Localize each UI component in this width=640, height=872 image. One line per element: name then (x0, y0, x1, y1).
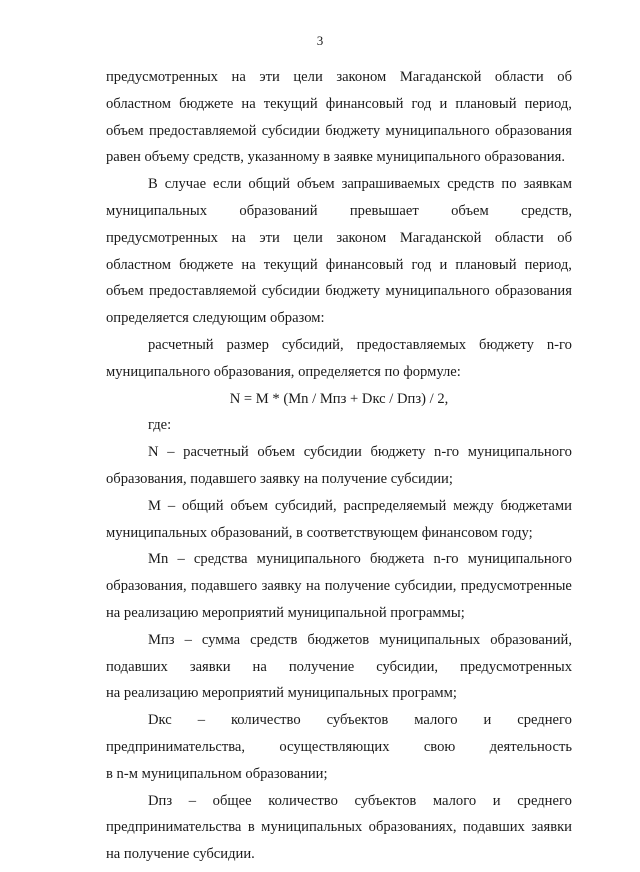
word: n-го (546, 336, 572, 353)
word: год (411, 95, 432, 112)
word: предусмотренные (460, 578, 572, 595)
word: – (177, 551, 185, 568)
word: субсидии, (394, 578, 457, 595)
text-line: на реализацию мероприятий муниципальной программы; (106, 604, 465, 621)
word: между (453, 497, 494, 514)
word: на (306, 578, 321, 595)
word: субсидии (303, 444, 362, 461)
word: об (557, 229, 572, 246)
word: Dпз (148, 792, 173, 809)
text-line (106, 439, 572, 466)
word: предпринимательства, (106, 738, 246, 755)
word: год (411, 256, 432, 273)
text-line (106, 118, 572, 145)
word: заявкам (523, 176, 572, 193)
word: свою (423, 738, 456, 755)
word: заявку (261, 578, 302, 595)
word: Магаданской (399, 229, 482, 246)
word: среднего (517, 792, 572, 809)
word: бюджете (179, 95, 234, 112)
word: образования (494, 283, 572, 300)
word: образований, (490, 631, 572, 648)
word: текущий (263, 256, 318, 273)
text-line (106, 252, 572, 279)
text-line (106, 171, 572, 198)
word: получение (288, 658, 355, 675)
word: подавшего (191, 578, 258, 595)
word: муниципальных (106, 202, 208, 219)
word: на (252, 658, 267, 675)
word: бюджетами (500, 497, 572, 514)
word: объем (106, 283, 144, 300)
word: образованиях, (368, 819, 457, 836)
word: N (148, 444, 159, 461)
word: заявки (531, 819, 572, 836)
text-line (106, 788, 572, 815)
text-line (106, 278, 572, 305)
word: областном (106, 256, 172, 273)
word: Mn (148, 551, 169, 568)
text-line: муниципального образования, определяется по формуле: (106, 363, 461, 380)
word: общее (212, 792, 252, 809)
formula-line: N = M * (Mn / Mпз + Dкс / Dпз) / 2, (229, 390, 449, 407)
word: муниципального (256, 551, 361, 568)
word: период, (524, 256, 572, 273)
text-line (106, 573, 572, 600)
word: эти (259, 69, 280, 85)
word: плановый (455, 256, 517, 273)
word: областном (106, 95, 172, 112)
word: образований (239, 202, 318, 219)
word: субсидий, (281, 336, 344, 353)
text-line: где: (148, 417, 172, 434)
word: объем (451, 202, 489, 219)
text-line: в n-м муниципальном образовании; (106, 765, 328, 782)
word: – (188, 792, 197, 809)
word: расчетный (148, 336, 214, 353)
word: объем (106, 122, 144, 139)
word: количество (268, 792, 338, 809)
word: средств, (521, 202, 572, 219)
word: предоставляемой (148, 122, 257, 139)
word: субсидии (261, 283, 320, 300)
word: предусмотренных (106, 229, 218, 246)
word: субъектов (326, 712, 389, 729)
word: размер (226, 336, 269, 353)
word: муниципального (467, 444, 572, 461)
word: объем (230, 497, 268, 514)
word: субсидии (261, 122, 320, 139)
word: если (213, 176, 242, 193)
word: на (231, 69, 246, 85)
word: M (148, 497, 161, 514)
word: – (167, 497, 176, 514)
word: подавших (106, 658, 168, 675)
word: деятельность (489, 738, 572, 755)
word: образования, (106, 578, 187, 595)
word: В (148, 176, 158, 193)
word: бюджету (325, 122, 381, 139)
word: – (167, 444, 175, 461)
document-body (106, 64, 572, 868)
text-line (106, 814, 572, 841)
word: в (247, 819, 255, 836)
word: малого (432, 792, 477, 809)
page-number: 3 (316, 33, 324, 48)
text-line: определяется следующим образом: (106, 310, 325, 327)
text-line: муниципальных образований, в соответствующем финансовом году; (106, 524, 533, 541)
word: Dкс (148, 712, 172, 729)
word: Магаданской (399, 69, 482, 85)
word: образования (494, 122, 572, 139)
word: предпринимательства (106, 819, 242, 836)
word: n-го (433, 551, 459, 568)
word: муниципального (385, 122, 490, 139)
text-line (106, 64, 572, 91)
text-line (106, 654, 572, 681)
word: бюджета (369, 551, 425, 568)
word: случае (164, 176, 207, 193)
word: превышает (349, 202, 419, 219)
word: и (492, 792, 501, 809)
word: финансовый (325, 95, 404, 112)
word: муниципального (467, 551, 572, 568)
word: об (557, 69, 572, 85)
text-line (106, 627, 572, 654)
word: подавших (463, 819, 525, 836)
word: предоставляемой (148, 283, 257, 300)
word: бюджету (325, 283, 381, 300)
word: n-го (434, 444, 460, 461)
word: сумма (201, 631, 241, 648)
word: предусмотренных (460, 658, 572, 675)
word: Mпз (148, 631, 175, 648)
word: предоставляемых (356, 336, 467, 353)
text-line (106, 225, 572, 252)
word: законом (336, 69, 387, 85)
word: субъектов (354, 792, 417, 809)
word: муниципального (385, 283, 490, 300)
word: на (231, 229, 246, 246)
word: области (494, 229, 544, 246)
word: заявки (189, 658, 231, 675)
word: бюджетов (307, 631, 370, 648)
word: муниципальных (379, 631, 481, 648)
word: муниципальных (261, 819, 363, 836)
text-line (106, 546, 572, 573)
text-line (106, 734, 572, 761)
word: общий (248, 176, 291, 193)
word: осуществляющих (279, 738, 390, 755)
word: объем (257, 444, 296, 461)
word: – (184, 631, 192, 648)
word: малого (414, 712, 458, 729)
text-line (106, 332, 572, 359)
text-line: образования, подавшего заявку на получение субсидии; (106, 470, 453, 487)
word: расчетный (183, 444, 249, 461)
text-line: на реализацию мероприятий муниципальных программ; (106, 685, 457, 702)
word: финансовый (325, 256, 404, 273)
word: бюджету (479, 336, 534, 353)
word: законом (336, 229, 387, 246)
word: текущий (263, 95, 318, 112)
word: количество (230, 712, 301, 729)
word: бюджете (179, 256, 234, 273)
word: эти (259, 229, 280, 246)
word: запрашиваемых (341, 176, 441, 193)
text-line (106, 91, 572, 118)
word: и (439, 95, 448, 112)
word: распределяемый (343, 497, 447, 514)
text-line (106, 493, 572, 520)
word: период, (524, 95, 572, 112)
word: предусмотренных (106, 69, 218, 85)
text-line: равен объему средств, указанному в заявке муниципального образования. (106, 149, 565, 166)
word: и (439, 256, 448, 273)
word: средств (250, 631, 298, 648)
word: средства (193, 551, 248, 568)
text-line (106, 707, 572, 734)
word: объем (296, 176, 335, 193)
word: цели (293, 69, 323, 85)
word: получение (324, 578, 391, 595)
word: субсидий, (274, 497, 337, 514)
word: общий (181, 497, 224, 514)
word: средств (447, 176, 495, 193)
word: среднего (517, 712, 572, 729)
word: по (501, 176, 517, 193)
word: субсидии, (376, 658, 439, 675)
text-line: на получение субсидии. (106, 846, 255, 863)
word: на (241, 95, 256, 112)
word: на (241, 256, 256, 273)
text-line (106, 198, 572, 225)
word: и (483, 712, 492, 729)
word: – (197, 712, 205, 729)
word: цели (293, 229, 323, 246)
word: бюджету (370, 444, 426, 461)
word: области (494, 69, 544, 85)
word: плановый (455, 95, 517, 112)
